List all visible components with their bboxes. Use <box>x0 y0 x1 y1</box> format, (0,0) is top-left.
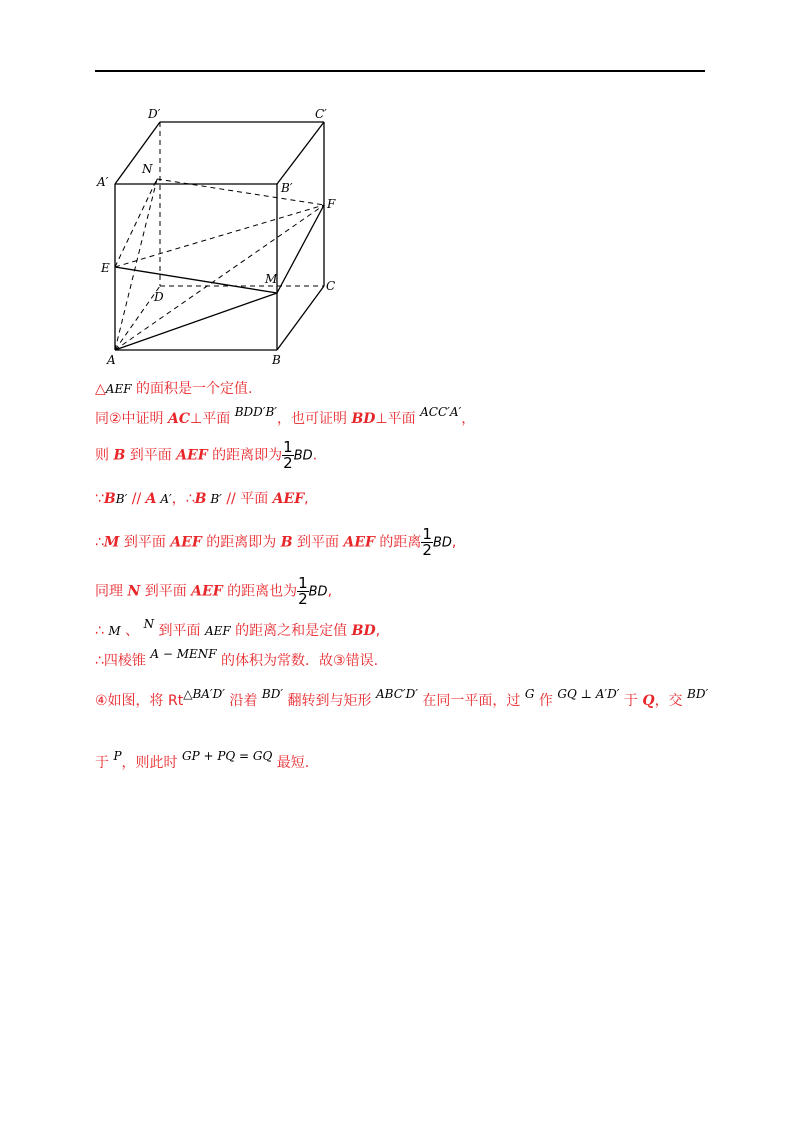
math-AEF: AEF <box>176 447 208 464</box>
math-Bp: B′ <box>206 492 222 506</box>
parallel-symbol: // <box>127 491 146 507</box>
segment-NF <box>157 179 324 205</box>
math-BD: BD <box>351 411 376 427</box>
math-P: P <box>113 749 122 763</box>
text: ⊥平面 <box>190 411 235 427</box>
cube-figure <box>95 100 355 370</box>
line-1 <box>95 378 252 398</box>
line-4 <box>95 488 309 508</box>
text: // 平面 <box>221 491 273 507</box>
math-B: B <box>280 534 293 551</box>
segment-MF <box>277 205 324 293</box>
line-3 <box>95 440 317 471</box>
math-BD: BD <box>293 448 313 464</box>
line-8 <box>95 647 379 670</box>
denominator: 2 <box>422 541 432 559</box>
segment-EN <box>115 179 157 267</box>
label-E: E <box>101 261 110 275</box>
fraction-half <box>421 527 433 558</box>
math-ABCD: ABC′D′ <box>376 687 418 701</box>
segment-AM <box>115 293 277 350</box>
math-G: G <box>524 687 535 701</box>
text: ， <box>461 411 476 427</box>
text: ∴四棱锥 <box>95 653 151 669</box>
label-M: M <box>265 272 278 286</box>
label-Dp: D′ <box>148 107 161 121</box>
text: 沿着 <box>225 693 262 709</box>
label-N: N <box>142 162 153 176</box>
text: 到平面 <box>292 534 344 551</box>
math-N: N <box>127 583 141 600</box>
text: 于 <box>619 693 643 709</box>
math-AC: AC <box>168 411 191 427</box>
denominator: 2 <box>283 454 293 472</box>
math-N: N <box>143 617 155 631</box>
label-B: B <box>272 353 281 367</box>
text: ④如图，将 Rt <box>95 693 184 709</box>
text: 到平面 <box>119 534 171 551</box>
math-BDp: BD′ <box>687 687 709 701</box>
text: , <box>304 491 309 507</box>
math-AEF: AEF <box>105 382 132 396</box>
math-B: B <box>194 491 207 507</box>
text: 的距离也为 <box>222 583 298 600</box>
label-Ap: A′ <box>97 175 109 189</box>
label-C: C <box>326 279 336 293</box>
text: 于 <box>95 755 114 771</box>
numerator: 1 <box>298 574 308 592</box>
text: 到平面 <box>125 447 177 464</box>
text: 的距离之和是定值 <box>230 623 352 639</box>
text: , <box>451 534 457 551</box>
triangle-symbol: △ <box>95 381 106 397</box>
text: ，也可证明 <box>277 411 352 427</box>
line-10 <box>95 749 310 772</box>
math-BDp: BD′ <box>261 687 284 701</box>
text: 最短. <box>272 755 310 771</box>
math-B: B <box>113 447 126 464</box>
because-symbol: ∵ <box>95 491 104 507</box>
line-5 <box>95 527 456 558</box>
text: 同理 <box>95 583 128 600</box>
line-6 <box>95 576 332 607</box>
math-A-MENF: A − MENF <box>150 647 217 661</box>
math-A: A <box>145 491 157 507</box>
text: ，则此时 <box>121 755 182 771</box>
math-AEF: AEF <box>204 624 231 638</box>
text: 到平面 <box>154 623 205 639</box>
text: 同②中证明 <box>95 411 169 427</box>
segment-EF <box>115 205 324 267</box>
math-Ap: A′ <box>156 492 172 506</box>
therefore-symbol: ∴ <box>95 534 104 551</box>
edge-BC <box>277 286 324 350</box>
math-AEF: AEF <box>191 583 223 600</box>
math-BD: BD <box>308 584 328 600</box>
text: 、 <box>120 623 144 639</box>
text: ⊥平面 <box>375 411 421 427</box>
math-triangle-BAD: △BA′D′ <box>183 687 226 701</box>
text: 的距离即为 <box>207 447 283 464</box>
math-AEF: AEF <box>343 534 375 551</box>
header-rule <box>95 70 705 72</box>
therefore-symbol: ∴ <box>95 623 109 639</box>
math-AEF: AEF <box>272 491 305 507</box>
numerator: 1 <box>422 525 432 543</box>
text: 则 <box>95 447 114 464</box>
text: 作 <box>534 693 558 709</box>
denominator: 2 <box>298 590 308 608</box>
numerator: 1 <box>283 438 293 456</box>
text: 的面积是一个定值. <box>131 381 253 397</box>
text: 的体积为常数．故③错误. <box>216 653 379 669</box>
math-AEF: AEF <box>170 534 202 551</box>
math-M: M <box>103 534 120 551</box>
math-Q: Q <box>642 693 655 709</box>
text: 到平面 <box>140 583 192 600</box>
line-9 <box>95 687 709 710</box>
text: 翻转到与矩形 <box>283 693 376 709</box>
math-BD: BD <box>432 535 452 551</box>
segment-EM <box>115 267 277 293</box>
math-GP-PQ-GQ: GP + PQ = GQ <box>181 749 273 763</box>
math-BDDB: BDD′B′ <box>234 405 278 419</box>
text: 在同一平面，过 <box>417 693 525 709</box>
math-B: B <box>103 491 116 507</box>
therefore-symbol: ，∴ <box>171 491 195 507</box>
fraction-half <box>282 440 294 471</box>
text: ，交 <box>654 693 688 709</box>
math-ACCA: ACC′A′ <box>420 405 462 419</box>
line-2 <box>95 405 476 428</box>
label-A: A <box>107 353 116 367</box>
label-D: D <box>154 290 164 304</box>
text: , <box>375 623 381 639</box>
math-M: M <box>108 624 121 638</box>
text: 的距离即为 <box>201 534 281 551</box>
edge-DpAp <box>115 122 160 184</box>
text: 的距离 <box>374 534 422 551</box>
text: . <box>312 447 318 464</box>
fraction-half <box>297 576 309 607</box>
label-Cp: C′ <box>315 107 327 121</box>
line-7 <box>95 617 381 640</box>
segment-AN <box>115 179 157 350</box>
label-F: F <box>327 197 336 211</box>
text: , <box>327 583 333 600</box>
math-GQ-perp-AD: GQ ⊥ A′D′ <box>557 687 620 701</box>
label-Bp: B′ <box>281 181 293 195</box>
edge-CpBp <box>277 122 324 184</box>
math-BD: BD <box>351 623 376 639</box>
math-Bp: B′ <box>115 492 128 506</box>
